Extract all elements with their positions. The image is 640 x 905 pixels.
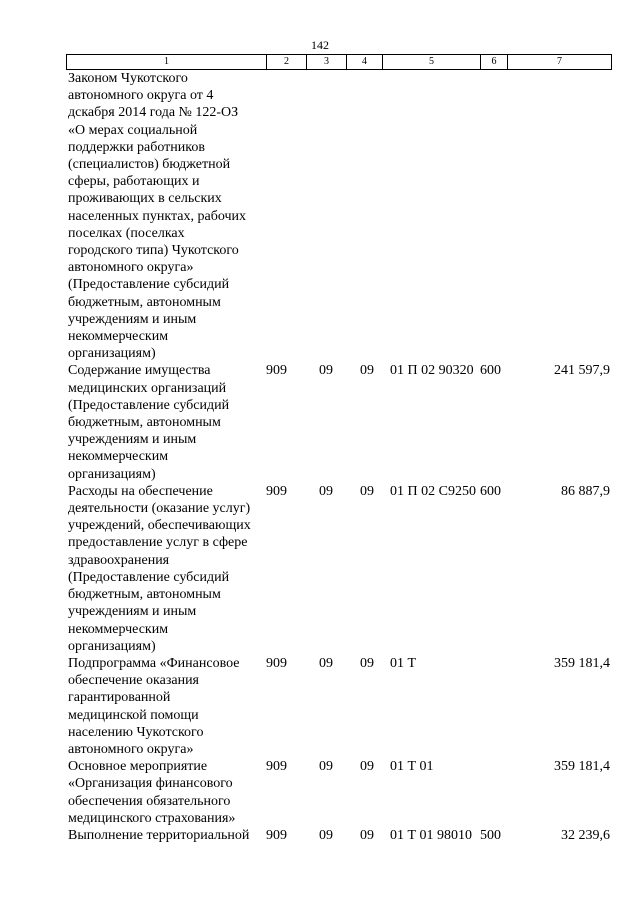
description-line: автономного округа» — [68, 741, 194, 757]
header-col-5: 5 — [383, 55, 481, 69]
description-line: автономного округа от 4 — [68, 88, 214, 104]
cell-grbs: 909 — [266, 363, 287, 379]
description-line: сферы, работающих и — [68, 174, 200, 190]
description-line: «Организация финансового — [68, 776, 233, 792]
description-line: Основное мероприятие — [68, 759, 208, 775]
cell-subsection: 09 — [360, 759, 374, 775]
description-line: (Предоставление субсидий — [68, 277, 230, 293]
cell-target-article: 01 П 02 90320 — [390, 363, 474, 379]
description-line: Расходы на обеспечение — [68, 483, 213, 499]
description-line: медицинской помощи — [68, 707, 199, 723]
description-line: автономного округа» — [68, 260, 194, 276]
cell-grbs: 909 — [266, 655, 287, 671]
description-line: организациям) — [68, 346, 156, 362]
description-line: дскабря 2014 года № 122-ОЗ — [68, 105, 239, 121]
description-line: здравоохранения — [68, 552, 170, 568]
description-line: поселках (поселках — [68, 225, 185, 241]
cell-target-article: 01 Т — [390, 655, 417, 671]
description-line: (Предоставление субсидий — [68, 397, 230, 413]
description-line: бюджетным, автономным — [68, 587, 221, 603]
header-col-2: 2 — [267, 55, 307, 69]
description-line: деятельности (оказание услуг) — [68, 501, 251, 517]
cell-section: 09 — [319, 483, 333, 499]
cell-section: 09 — [319, 655, 333, 671]
cell-target-article: 01 П 02 С9250 — [390, 483, 476, 499]
row-description — [66, 483, 266, 655]
description-line: обеспечение оказания — [68, 673, 199, 689]
row-description — [66, 362, 266, 482]
cell-target-article — [382, 70, 480, 362]
description-line: Выполнение территориальной — [68, 827, 250, 843]
description-line: учреждениям и иным — [68, 432, 197, 448]
row-description — [66, 70, 266, 362]
row-description — [66, 758, 266, 827]
description-line: Подпрограмма «Финансовое — [68, 655, 240, 671]
description-line: организациям) — [68, 466, 156, 482]
cell-subsection: 09 — [360, 655, 374, 671]
description-line: некоммерческим — [68, 449, 169, 465]
table-body — [66, 70, 610, 844]
description-line: городского типа) Чукотского — [68, 243, 239, 259]
description-line: «О мерах социальной — [68, 122, 198, 138]
cell-amount: 359 181,4 — [554, 655, 610, 671]
cell-subsection: 09 — [360, 483, 374, 499]
row-description — [66, 655, 266, 758]
description-line: бюджетным, автономным — [68, 294, 221, 310]
description-line: бюджетным, автономным — [68, 415, 221, 431]
cell-expense-type — [480, 758, 507, 827]
cell-amount: 32 239,6 — [561, 827, 610, 843]
table-row — [66, 483, 610, 655]
header-col-7: 7 — [557, 56, 562, 67]
page-number: 142 — [311, 38, 329, 52]
description-line: предоставление услуг в сфере — [68, 535, 248, 551]
cell-amount: 241 597,9 — [554, 363, 610, 379]
description-line: учреждениям и иным — [68, 311, 197, 327]
cell-target-article: 01 Т 01 98010 — [390, 827, 473, 843]
description-line: учреждений, обеспечивающих — [68, 518, 251, 534]
cell-subsection — [346, 70, 382, 362]
description-line: населенных пунктах, рабочих — [68, 208, 247, 224]
cell-expense-type — [480, 655, 507, 758]
description-line: Содержание имущества — [68, 363, 211, 379]
description-line: некоммерческим — [68, 621, 169, 637]
description-line: медицинских организаций — [68, 380, 227, 396]
description-line: (Предоставление субсидий — [68, 569, 230, 585]
description-line: Законом Чукотского — [68, 71, 188, 86]
description-line: организациям) — [68, 638, 156, 654]
description-line: учреждениям и иным — [68, 604, 197, 620]
description-line: медицинского страхования» — [68, 810, 236, 826]
cell-section: 09 — [319, 363, 333, 379]
row-description — [66, 827, 266, 844]
cell-grbs: 909 — [266, 483, 287, 499]
cell-expense-type: 500 — [480, 827, 501, 843]
cell-grbs — [266, 70, 306, 362]
cell-expense-type — [480, 70, 507, 362]
cell-grbs: 909 — [266, 759, 287, 775]
header-col-4: 4 — [347, 55, 383, 69]
cell-amount: 359 181,4 — [554, 759, 610, 775]
cell-expense-type: 600 — [480, 483, 501, 499]
description-line: поддержки работников — [68, 139, 205, 155]
cell-grbs: 909 — [266, 827, 287, 843]
description-line: проживающих в сельских — [68, 191, 222, 207]
table-row — [66, 70, 610, 362]
cell-section — [306, 70, 346, 362]
cell-section: 09 — [319, 827, 333, 843]
cell-expense-type: 600 — [480, 363, 501, 379]
cell-target-article: 01 Т 01 — [390, 759, 434, 775]
table-header — [66, 54, 612, 70]
table-row — [66, 362, 610, 482]
cell-amount — [507, 70, 610, 362]
table-row — [66, 758, 610, 827]
cell-section: 09 — [319, 759, 333, 775]
description-line: некоммерческим — [68, 329, 169, 345]
description-line: обеспечения обязательного — [68, 793, 231, 809]
description-line: (специалистов) бюджетной — [68, 157, 231, 173]
header-col-3: 3 — [307, 55, 347, 69]
cell-amount: 86 887,9 — [561, 483, 610, 499]
cell-subsection: 09 — [360, 827, 374, 843]
table-row — [66, 655, 610, 758]
header-col-6: 6 — [481, 55, 508, 69]
table-row — [66, 827, 610, 844]
cell-subsection: 09 — [360, 363, 374, 379]
header-col-1: 1 — [67, 55, 267, 69]
description-line: населению Чукотского — [68, 724, 204, 740]
description-line: гарантированной — [68, 690, 171, 706]
